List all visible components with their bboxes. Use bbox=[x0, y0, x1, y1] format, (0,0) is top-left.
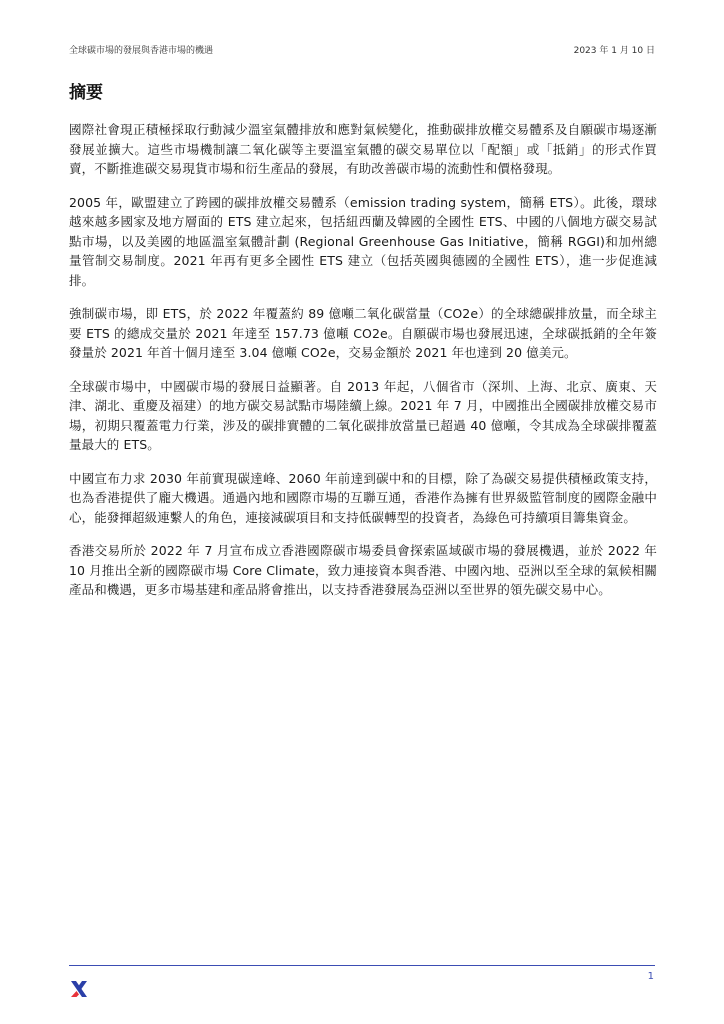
paragraph-1: 國際社會現正積極採取行動減少溫室氣體排放和應對氣候變化，推動碳排放權交易體系及自願碳市場逐漸發展並擴大。這些市場機制讓二氧化碳等主要溫室氣體的碳交易單位以「配額」或「抵銷」的形式作買賣，不斷推進碳交易現貨市場和衍生產品的發展，有助改善碳市場的流動性和價格發現。 bbox=[69, 122, 657, 176]
paragraph-6: 香港交易所於 2022 年 7 月宣布成立香港國際碳市場委員會探索區域碳市場的發展機遇，並於 2022 年 10 月推出全新的國際碳市場 Core Climate，致力連接資本與香港、中國內地、亞洲以至全球的氣候相關產品和機遇，更多市場基建和產品將會推出，以支持香港發展為亞洲以至世界的領先碳交易中心。 bbox=[69, 543, 657, 597]
document-title-header: 全球碳市場的發展與香港市場的機遇 bbox=[69, 46, 214, 56]
paragraph-4: 全球碳市場中，中國碳市場的發展日益顯著。自 2013 年起，八個省市（深圳、上海、北京、廣東、天津、湖北、重慶及福建）的地方碳交易試點市場陸續上線。2021 年 7 月，中國推出全國碳排放權交易市場，初期只覆蓋電力行業，涉及的碳排實體的二氧化碳排放當量已超過 40 億噸，令其成為全球碳排覆蓋量最大的 ETS。 bbox=[69, 378, 657, 452]
document-date: 2023 年 1 月 10 日 bbox=[573, 46, 655, 56]
paragraph-3: 強制碳市場，即 ETS，於 2022 年覆蓋約 89 億噸二氧化碳當量（CO2e）的全球總碳排放量，而全球主要 ETS 的總成交量於 2021 年達至 157.73 億噸 CO2e。自願碳市場也發展迅速，全球碳抵銷的全年簽發量於 2021 年首十個月達至 3.04 億噸 CO2e，交易金額於 2021 年也達到 20 億美元。 bbox=[69, 306, 657, 360]
page-header bbox=[69, 43, 655, 57]
paragraph-2: 2005 年，歐盟建立了跨國的碳排放權交易體系（emission trading system，簡稱 ETS）。此後，環球越來越多國家及地方層面的 ETS 建立起來，包括紐西蘭及韓國的全國性 ETS、中國的八個地方碳交易試點市場，以及美國的地區溫室氣體計劃 (Regional Greenhouse Gas Initiative，簡稱 RGGI)和加州總量管制交易制度。2021 年再有更多全國性 ETS 建立（包括英國與德國的全國性 ETS），進一步促進減排。 bbox=[69, 194, 657, 288]
paragraph-5: 中國宣布力求 2030 年前實現碳達峰、2060 年前達到碳中和的目標，除了為碳交易提供積極政策支持，也為香港提供了龐大機遇。通過內地和國際市場的互聯互通，香港作為擁有世界級監管制度的國際金融中心，能發揮超級連繫人的角色，連接減碳項目和支持低碳轉型的投資者，為綠色可持續項目籌集資金。 bbox=[69, 470, 657, 525]
section-title: 摘要 bbox=[69, 83, 103, 103]
hkex-logo-icon bbox=[70, 980, 88, 998]
page-number: 1 bbox=[647, 971, 654, 982]
footer-divider bbox=[69, 965, 655, 966]
document-body bbox=[69, 80, 657, 614]
